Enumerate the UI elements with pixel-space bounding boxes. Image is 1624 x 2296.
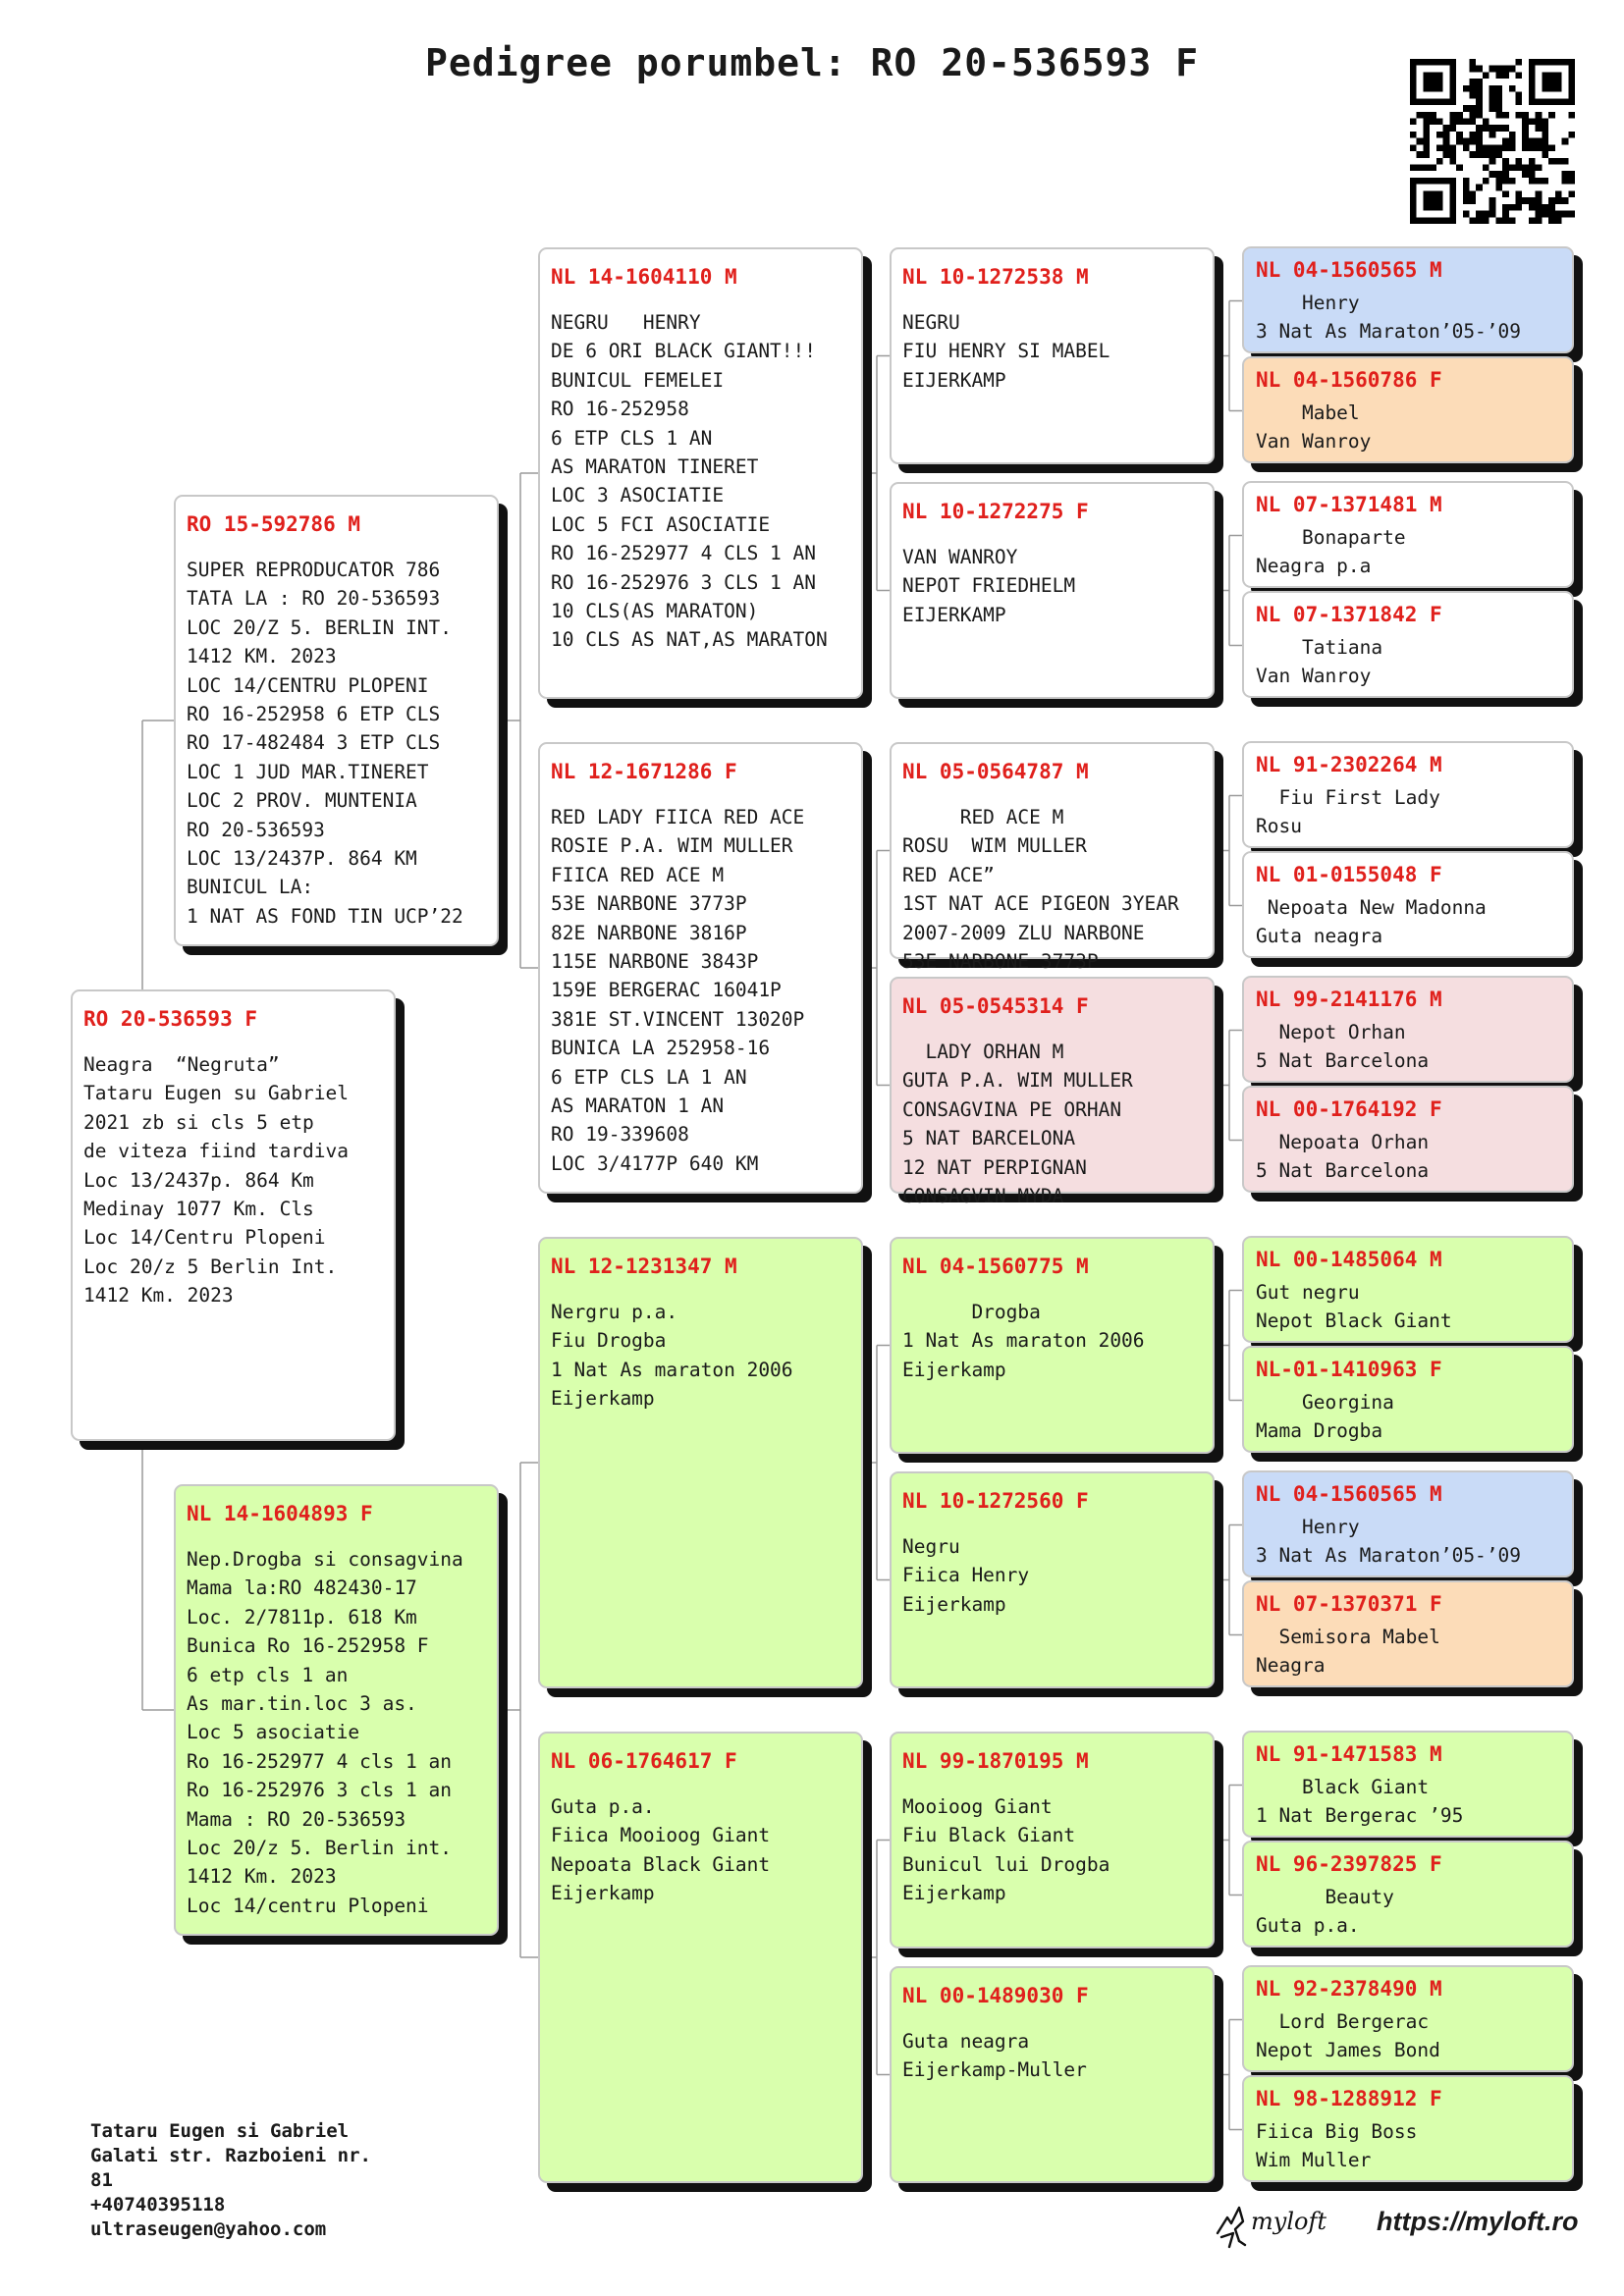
- grandparent-card: [538, 1237, 863, 1688]
- dam-card: [174, 1484, 499, 1936]
- notes-line: RED ACE M: [902, 806, 1064, 828]
- ring-number: RO 20-536593 F: [83, 1007, 258, 1031]
- notes-line: NEPOT FRIEDHELM: [902, 574, 1076, 598]
- notes-line: 3 Nat As Maraton’05-’09: [1256, 320, 1522, 344]
- pigeon-notes: [540, 1792, 861, 1908]
- notes-line: 5 NAT BARCELONA: [902, 1127, 1076, 1150]
- notes-line: VAN WANROY: [902, 546, 1018, 568]
- notes-line: FIU HENRY SI MABEL: [902, 340, 1110, 363]
- notes-line: 10 CLS(AS MARATON): [551, 600, 759, 623]
- notes-line: Fiu Drogba: [551, 1329, 667, 1353]
- ring-number: NL 00-1485064 M: [1256, 1248, 1442, 1271]
- notes-line: EIJERKAMP: [902, 603, 1006, 626]
- pigeon-notes: [176, 556, 497, 931]
- notes-line: LOC 1 JUD MAR.TINERET: [187, 760, 429, 783]
- notes-line: Beauty: [1256, 1886, 1394, 1908]
- ring-number: NL 06-1764617 F: [551, 1749, 737, 1773]
- great-great-grandparent-card: [1242, 1470, 1574, 1577]
- notes-line: Ro 16-252977 4 cls 1 an: [187, 1749, 453, 1773]
- ring-number: NL 92-2378490 M: [1256, 1977, 1442, 2001]
- notes-line: 82E NARBONE 3816P: [551, 921, 747, 944]
- notes-line: 53E NARBONE 3773P: [902, 950, 1099, 974]
- notes-line: Neagra p.a: [1256, 555, 1372, 578]
- grandparent-card: [538, 742, 863, 1194]
- notes-line: Guta p.a.: [551, 1795, 655, 1818]
- notes-line: BUNICUL LA:: [187, 876, 314, 899]
- notes-line: 3 Nat As Maraton’05-’09: [1256, 1544, 1522, 1568]
- pigeon-notes: [540, 308, 861, 655]
- notes-line: Bunicul lui Drogba: [902, 1852, 1110, 1876]
- notes-line: 1412 KM. 2023: [187, 645, 337, 668]
- notes-line: 6 ETP CLS 1 AN: [551, 426, 713, 450]
- pigeon-notes: [892, 2027, 1213, 2085]
- notes-line: Nepoata New Madonna: [1256, 896, 1487, 919]
- ring-number: NL 10-1272538 M: [902, 265, 1089, 289]
- great-great-grandparent-card: [1242, 1580, 1574, 1687]
- notes-line: 1412 Km. 2023: [187, 1865, 337, 1889]
- notes-line: BUNICA LA 252958-16: [551, 1037, 771, 1060]
- pigeon-notes: [1244, 1018, 1572, 1076]
- notes-line: Loc 14/centru Plopeni: [187, 1894, 429, 1917]
- pigeon-notes: [1244, 783, 1572, 841]
- great-grandparent-card: [890, 1966, 1215, 2183]
- pigeon-notes: [892, 803, 1213, 976]
- notes-line: 1412 Km. 2023: [83, 1284, 234, 1308]
- notes-line: BUNICUL FEMELEI: [551, 368, 725, 392]
- notes-line: 10 CLS AS NAT,AS MARATON: [551, 628, 828, 652]
- ring-number: NL 99-1870195 M: [902, 1749, 1089, 1773]
- notes-line: RO 16-252958 6 ETP CLS: [187, 703, 441, 726]
- breeder-line: Galati str. Razboieni nr.: [90, 2145, 371, 2166]
- notes-line: AS MARATON 1 AN: [551, 1095, 725, 1118]
- ring-number: NL 07-1371842 F: [1256, 603, 1442, 626]
- pigeon-notes: [1244, 399, 1572, 456]
- notes-line: Henry: [1256, 1516, 1360, 1538]
- great-great-grandparent-card: [1242, 1841, 1574, 1948]
- breeder-line: 81: [90, 2169, 113, 2191]
- great-great-grandparent-card: [1242, 1236, 1574, 1343]
- notes-line: RED ACE”: [902, 863, 995, 886]
- pigeon-notes: [1244, 893, 1572, 951]
- notes-line: Black Giant: [1256, 1776, 1430, 1798]
- ring-number: NL 12-1231347 M: [551, 1255, 737, 1278]
- pigeon-notes: [892, 1038, 1213, 1210]
- notes-line: Nepoata Orhan: [1256, 1131, 1430, 1153]
- notes-line: 12 NAT PERPIGNAN: [902, 1155, 1087, 1179]
- notes-line: Fiica Big Boss: [1256, 2120, 1418, 2143]
- notes-line: Fiica Henry: [902, 1564, 1030, 1587]
- notes-line: RED LADY FIICA RED ACE: [551, 806, 805, 828]
- sire-card: [174, 495, 499, 946]
- pigeon-notes: [892, 543, 1213, 629]
- notes-line: Eijerkamp-Muller: [902, 2058, 1087, 2082]
- great-great-grandparent-card: [1242, 976, 1574, 1083]
- great-great-grandparent-card: [1242, 356, 1574, 463]
- notes-line: Drogba: [902, 1301, 1041, 1323]
- page-title: Pedigree porumbel: RO 20-536593 F: [425, 41, 1199, 84]
- notes-line: Eijerkamp: [551, 1387, 655, 1411]
- ring-number: NL 14-1604110 M: [551, 265, 737, 289]
- notes-line: Bonaparte: [1256, 526, 1406, 549]
- subject-pigeon-card: [71, 989, 396, 1441]
- notes-line: 1 Nat Bergerac ’95: [1256, 1804, 1464, 1828]
- notes-line: Loc. 2/7811p. 618 Km: [187, 1605, 417, 1629]
- great-grandparent-card: [890, 1471, 1215, 1688]
- great-great-grandparent-card: [1242, 1965, 1574, 2072]
- pigeon-notes: [1244, 1773, 1572, 1831]
- notes-line: 2021 zb si cls 5 etp: [83, 1110, 314, 1134]
- pigeon-notes: [1244, 523, 1572, 581]
- notes-line: LOC 13/2437P. 864 KM: [187, 847, 417, 871]
- notes-line: LOC 2 PROV. MUNTENIA: [187, 789, 417, 813]
- ring-number: NL 96-2397825 F: [1256, 1852, 1442, 1876]
- notes-line: LADY ORHAN M: [902, 1041, 1064, 1063]
- notes-line: Rosu: [1256, 815, 1302, 838]
- great-grandparent-card: [890, 742, 1215, 974]
- notes-line: SUPER REPRODUCATOR 786: [187, 559, 441, 581]
- great-great-grandparent-card: [1242, 591, 1574, 698]
- notes-line: RO 17-482484 3 ETP CLS: [187, 731, 441, 755]
- notes-line: Fiica Mooioog Giant: [551, 1824, 771, 1847]
- notes-line: Georgina: [1256, 1391, 1394, 1414]
- notes-line: Negru: [902, 1535, 960, 1558]
- notes-line: NEGRU HENRY: [551, 311, 701, 334]
- great-great-grandparent-card: [1242, 1086, 1574, 1193]
- notes-line: Fiu Black Giant: [902, 1824, 1076, 1847]
- notes-line: Nepoata Black Giant: [551, 1852, 771, 1876]
- pigeon-notes: [1244, 1388, 1572, 1446]
- notes-line: Loc 20/z 5. Berlin int.: [187, 1837, 453, 1860]
- notes-line: Bunica Ro 16-252958 F: [187, 1634, 429, 1658]
- pigeon-notes: [1244, 633, 1572, 691]
- pigeon-notes: [1244, 1513, 1572, 1571]
- notes-line: ROSIE P.A. WIM MULLER: [551, 834, 793, 858]
- pigeon-notes: [1244, 2007, 1572, 2065]
- notes-line: Ro 16-252976 3 cls 1 an: [187, 1779, 453, 1802]
- notes-line: Van Wanroy: [1256, 665, 1372, 688]
- notes-line: Gut negru: [1256, 1281, 1360, 1304]
- notes-line: 5 Nat Barcelona: [1256, 1159, 1430, 1183]
- ring-number: NL 07-1371481 M: [1256, 493, 1442, 516]
- notes-line: Nep.Drogba si consagvina: [187, 1548, 463, 1571]
- great-great-grandparent-card: [1242, 1346, 1574, 1453]
- notes-line: 1 Nat As maraton 2006: [551, 1358, 793, 1381]
- ring-number: NL 00-1489030 F: [902, 1984, 1089, 2007]
- pigeon-notes: [176, 1545, 497, 1920]
- ring-number: NL 05-0545314 F: [902, 994, 1089, 1018]
- notes-line: ROSU WIM MULLER: [902, 834, 1087, 858]
- ring-number: RO 15-592786 M: [187, 512, 361, 536]
- notes-line: EIJERKAMP: [902, 368, 1006, 392]
- notes-line: CONSAGVIN MYDA: [902, 1185, 1064, 1208]
- notes-line: As mar.tin.loc 3 as.: [187, 1692, 417, 1716]
- great-great-grandparent-card: [1242, 246, 1574, 353]
- notes-line: RO 16-252977 4 CLS 1 AN: [551, 542, 817, 565]
- great-grandparent-card: [890, 247, 1215, 464]
- myloft-logo-text: myloft: [1251, 2208, 1326, 2235]
- notes-line: RO 19-339608: [551, 1123, 689, 1147]
- pigeon-notes: [1244, 1623, 1572, 1681]
- ring-number: NL 04-1560565 M: [1256, 258, 1442, 282]
- pigeon-notes: [540, 803, 861, 1178]
- notes-line: Guta neagra: [902, 2030, 1030, 2053]
- notes-line: Eijerkamp: [902, 1882, 1006, 1905]
- great-grandparent-card: [890, 1237, 1215, 1454]
- ring-number: NL 01-0155048 F: [1256, 863, 1442, 886]
- ring-number: NL 07-1370371 F: [1256, 1592, 1442, 1616]
- notes-line: RO 16-252958: [551, 398, 689, 421]
- notes-line: Neagra “Negruta”: [83, 1053, 280, 1076]
- notes-line: Neagra: [1256, 1654, 1326, 1678]
- ring-number: NL 00-1764192 F: [1256, 1097, 1442, 1121]
- notes-line: Medinay 1077 Km. Cls: [83, 1198, 314, 1221]
- notes-line: LOC 3 ASOCIATIE: [551, 484, 725, 507]
- notes-line: 1 Nat As maraton 2006: [902, 1329, 1145, 1353]
- notes-line: Tataru Eugen su Gabriel: [83, 1082, 350, 1105]
- notes-line: 381E ST.VINCENT 13020P: [551, 1007, 805, 1031]
- breeder-email: ultraseugen@yahoo.com: [90, 2218, 327, 2240]
- ring-number: NL 12-1671286 F: [551, 760, 737, 783]
- notes-line: Henry: [1256, 292, 1360, 314]
- notes-line: Wim Muller: [1256, 2149, 1372, 2172]
- notes-line: Eijerkamp: [902, 1592, 1006, 1616]
- notes-line: 115E NARBONE 3843P: [551, 950, 759, 974]
- site-url[interactable]: https://myloft.ro: [1377, 2207, 1579, 2236]
- notes-line: 2007-2009 ZLU NARBONE: [902, 921, 1145, 944]
- ring-number: NL 05-0564787 M: [902, 760, 1089, 783]
- pigeon-notes: [892, 1532, 1213, 1619]
- great-grandparent-card: [890, 482, 1215, 699]
- ring-number: NL 04-1560775 M: [902, 1255, 1089, 1278]
- ring-number: NL 14-1604893 F: [187, 1502, 373, 1525]
- notes-line: Nepot James Bond: [1256, 2039, 1440, 2062]
- pigeon-notes: [1244, 289, 1572, 347]
- pigeon-notes: [1244, 1883, 1572, 1941]
- great-great-grandparent-card: [1242, 481, 1574, 588]
- notes-line: Mabel: [1256, 401, 1360, 424]
- notes-line: DE 6 ORI BLACK GIANT!!!: [551, 340, 817, 363]
- notes-line: Nepot Orhan: [1256, 1021, 1406, 1043]
- ring-number: NL 10-1272275 F: [902, 500, 1089, 523]
- notes-line: Guta p.a.: [1256, 1914, 1360, 1938]
- notes-line: 1 NAT AS FOND TIN UCP’22: [187, 904, 463, 928]
- notes-line: de viteza fiind tardiva: [83, 1140, 350, 1163]
- notes-line: 5 Nat Barcelona: [1256, 1049, 1430, 1073]
- notes-line: TATA LA : RO 20-536593: [187, 587, 441, 611]
- ring-number: NL 04-1560565 M: [1256, 1482, 1442, 1506]
- notes-line: Loc 5 asociatie: [187, 1721, 360, 1744]
- notes-line: NEGRU: [902, 311, 960, 334]
- notes-line: Mama Drogba: [1256, 1419, 1383, 1443]
- ring-number: NL 10-1272560 F: [902, 1489, 1089, 1513]
- pigeon-notes: [1244, 1278, 1572, 1336]
- breeder-info: [90, 2119, 371, 2242]
- ring-number: NL-01-1410963 F: [1256, 1358, 1442, 1381]
- pigeon-notes: [1244, 1128, 1572, 1186]
- notes-line: Eijerkamp: [551, 1882, 655, 1905]
- notes-line: FIICA RED ACE M: [551, 863, 725, 886]
- ring-number: NL 04-1560786 F: [1256, 368, 1442, 392]
- notes-line: 6 etp cls 1 an: [187, 1663, 349, 1686]
- breeder-phone: +40740395118: [90, 2194, 226, 2216]
- notes-line: LOC 14/CENTRU PLOPENI: [187, 673, 429, 697]
- notes-line: Semisora Mabel: [1256, 1626, 1440, 1648]
- notes-line: Mama la:RO 482430-17: [187, 1576, 417, 1600]
- pigeon-notes: [540, 1298, 861, 1414]
- notes-line: Nepot Black Giant: [1256, 1309, 1452, 1333]
- ring-number: NL 98-1288912 F: [1256, 2087, 1442, 2110]
- notes-line: Lord Bergerac: [1256, 2010, 1430, 2033]
- notes-line: RO 16-252976 3 CLS 1 AN: [551, 570, 817, 594]
- myloft-logo: [1210, 2194, 1347, 2253]
- notes-line: 6 ETP CLS LA 1 AN: [551, 1065, 747, 1089]
- notes-line: AS MARATON TINERET: [551, 455, 759, 479]
- notes-line: LOC 3/4177P 640 KM: [551, 1151, 759, 1175]
- notes-line: RO 20-536593: [187, 818, 325, 841]
- notes-line: Guta neagra: [1256, 925, 1383, 948]
- grandparent-card: [538, 1732, 863, 2183]
- notes-line: Eijerkamp: [902, 1358, 1006, 1381]
- pigeon-notes: [892, 308, 1213, 395]
- great-great-grandparent-card: [1242, 851, 1574, 958]
- ring-number: NL 99-2141176 M: [1256, 988, 1442, 1011]
- pigeon-notes: [892, 1792, 1213, 1908]
- pigeon-notes: [73, 1050, 394, 1310]
- notes-line: Tatiana: [1256, 636, 1383, 659]
- great-great-grandparent-card: [1242, 1731, 1574, 1838]
- notes-line: Mooioog Giant: [902, 1795, 1053, 1818]
- grandparent-card: [538, 247, 863, 699]
- notes-line: Van Wanroy: [1256, 430, 1372, 454]
- ring-number: NL 91-1471583 M: [1256, 1742, 1442, 1766]
- notes-line: 53E NARBONE 3773P: [551, 892, 747, 916]
- notes-line: Mama : RO 20-536593: [187, 1807, 406, 1831]
- great-grandparent-card: [890, 1732, 1215, 1949]
- great-great-grandparent-card: [1242, 2075, 1574, 2182]
- notes-line: 1ST NAT ACE PIGEON 3YEAR: [902, 892, 1179, 916]
- pigeon-notes: [892, 1298, 1213, 1384]
- notes-line: Loc 14/Centru Plopeni: [83, 1226, 326, 1250]
- ring-number: NL 91-2302264 M: [1256, 753, 1442, 776]
- notes-line: 159E BERGERAC 16041P: [551, 979, 782, 1002]
- notes-line: Nergru p.a.: [551, 1301, 678, 1323]
- notes-line: Loc 20/z 5 Berlin Int.: [83, 1255, 338, 1278]
- notes-line: Loc 13/2437p. 864 Km: [83, 1168, 314, 1192]
- great-grandparent-card: [890, 977, 1215, 1208]
- notes-line: LOC 20/Z 5. BERLIN INT.: [187, 615, 453, 639]
- pigeon-notes: [1244, 2117, 1572, 2175]
- great-great-grandparent-card: [1242, 741, 1574, 848]
- notes-line: CONSAGVINA PE ORHAN: [902, 1097, 1122, 1121]
- notes-line: Fiu First Lady: [1256, 786, 1440, 809]
- notes-line: LOC 5 FCI ASOCIATIE: [551, 512, 771, 536]
- notes-line: GUTA P.A. WIM MULLER: [902, 1069, 1133, 1093]
- breeder-line: Tataru Eugen si Gabriel: [90, 2120, 350, 2142]
